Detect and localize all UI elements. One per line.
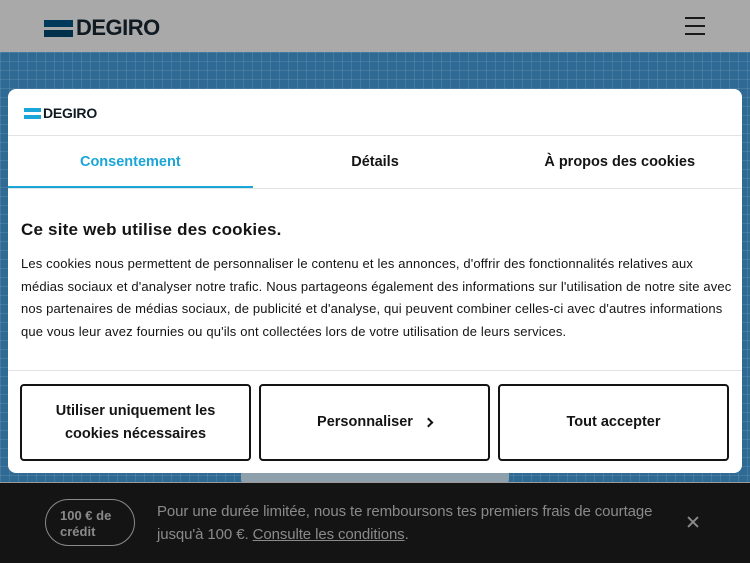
conditions-link[interactable]: Consulte les conditions — [252, 525, 405, 543]
hamburger-menu-icon[interactable] — [683, 16, 707, 36]
logo-text: DEGIRO — [43, 105, 98, 121]
tab-consentement[interactable]: Consentement — [8, 136, 253, 188]
accept-all-button[interactable] — [498, 384, 729, 461]
promo-text — [157, 501, 667, 546]
cookie-consent-dialog — [8, 89, 742, 473]
top-navbar — [0, 0, 750, 52]
dialog-heading: Ce site web utilise des cookies. — [21, 220, 282, 239]
degiro-logo[interactable] — [44, 15, 160, 41]
chevron-right-icon — [424, 418, 434, 428]
logo-text: DEGIRO — [76, 15, 160, 40]
close-icon[interactable] — [686, 515, 700, 529]
button-label: Utiliser uniquement les cookies nécessaires — [55, 403, 216, 442]
tab-details[interactable]: Détails — [351, 154, 399, 170]
necessary-cookies-only-button[interactable] — [20, 384, 251, 461]
degiro-logo-mark-icon — [24, 108, 41, 119]
divider — [8, 370, 742, 371]
cookie-tabs — [8, 136, 742, 188]
promo-message: Pour une durée limitée, nous te remboursons tes premiers frais de courtage jusqu'à 100 €. — [157, 503, 653, 543]
button-label: Personnaliser — [317, 414, 413, 431]
dialog-description: Les cookies nous permettent de personnaliser le contenu et les annonces, d'offrir des fonctionnalités relatives aux médias sociaux et d'analyser notre trafic. Nous partageons également des informations sur l'utilisation de notre site avec nos partenaires de médias sociaux, de publicité et d'analyse, qui peuvent combiner celles-ci avec d'autres informations que vous leur avez fournies ou qu'ils ont collectées lors de votre utilisation de leurs services. — [21, 256, 732, 339]
button-label: Tout accepter — [566, 414, 661, 431]
promo-text-end: . — [404, 525, 409, 543]
customize-button[interactable] — [259, 384, 490, 461]
tab-about-cookies[interactable]: À propos des cookies — [544, 154, 696, 170]
dialog-degiro-logo — [24, 105, 97, 121]
degiro-logo-mark-icon — [44, 20, 73, 37]
divider — [8, 188, 742, 189]
credit-badge: 100 € de crédit — [45, 499, 135, 546]
promo-bar — [0, 483, 750, 563]
